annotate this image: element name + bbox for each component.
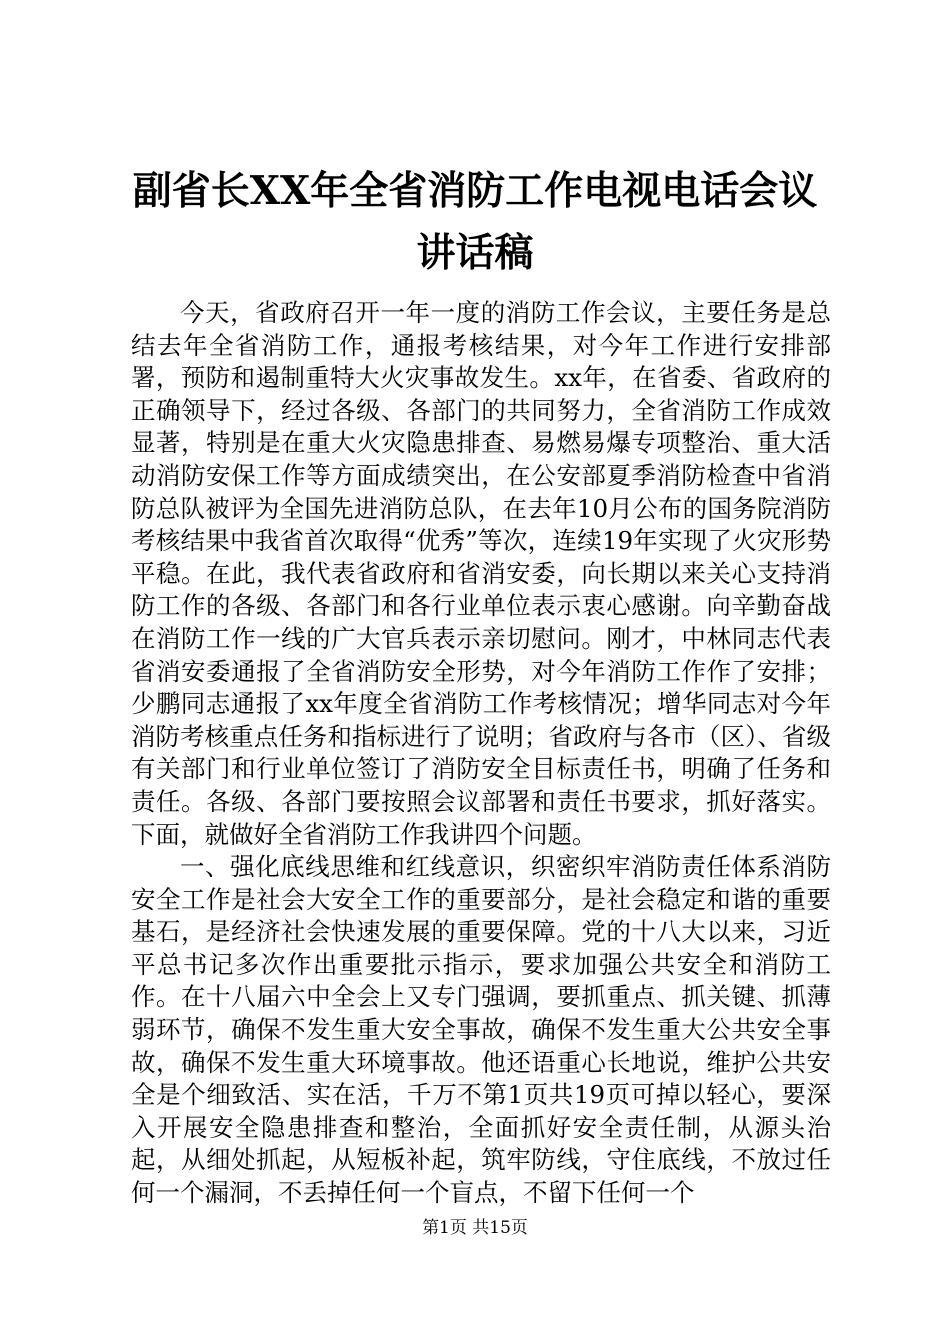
document-body <box>131 297 831 1210</box>
paragraph-2: 一、强化底线思维和红线意识，织密织牢消防责任体系消防安全工作是社会大安全工作的重要部分，是社会稳定和谐的重要基石，是经济社会快速发展的重要保障。党的十八大以来，习近平总书记多次作出重要批示指示，要求加强公共安全和消防工作。在十八届六中全会上又专门强调，要抓重点、抓关键、抓薄弱环节，确保不发生重大安全事故，确保不发生重大公共安全事故，确保不发生重大环境事故。他还语重心长地说，维护公共安全是个细致活、实在活，千万不第1页共19页可掉以轻心，要深入开展安全隐患排查和整治，全面抓好安全责任制，从源头治起，从细处抓起，从短板补起，筑牢防线，守住底线，不放过任何一个漏洞，不丢掉任何一个盲点，不留下任何一个 <box>131 852 831 1208</box>
page-footer: 第1页 共15页 <box>422 1218 528 1238</box>
paragraph-1: 今天，省政府召开一年一度的消防工作会议，主要任务是总结去年全省消防工作，通报考核结果，对今年工作进行安排部署，预防和遏制重特大火灾事故发生。xx年，在省委、省政府的正确领导下，经过各级、各部门的共同努力，全省消防工作成效显著，特别是在重大火灾隐患排查、易燃易爆专项整治、重大活动消防安保工作等方面成绩突出，在公安部夏季消防检查中省消防总队被评为全国先进消防总队，在去年10月公布的国务院消防考核结果中我省首次取得“优秀”等次，连续19年实现了火灾形势平稳。在此，我代表省政府和省消安委，向长期以来关心支持消防工作的各级、各部门和各行业单位表示衷心感谢。向辛勤奋战在消防工作一线的广大官兵表示亲切慰问。刚才，中林同志代表省消安委通报了全省消防安全形势，对今年消防工作作了安排；少鹏同志通报了xx年度全省消防工作考核情况；增华同志对今年消防考核重点任务和指标进行了说明；省政府与各市（区）、省级有关部门和行业单位签订了消防安全目标责任书，明确了任务和责任。各级、各部门要按照会议部署和责任书要求，抓好落实。下面，就做好全省消防工作我讲四个问题。 <box>131 298 831 849</box>
document-title: 副省长XX年全省消防工作电视电话会议讲话稿 <box>132 168 818 276</box>
